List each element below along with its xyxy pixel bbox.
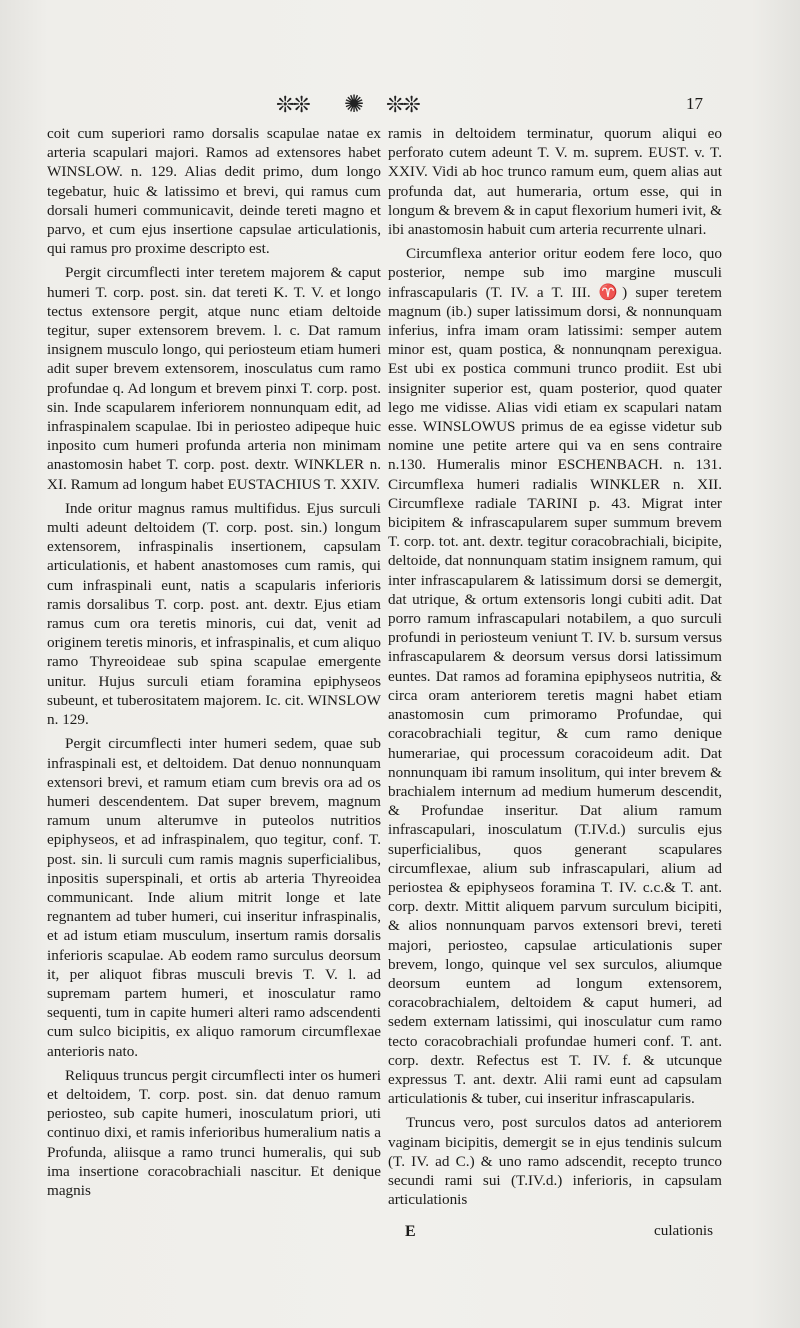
page-number: 17: [686, 94, 703, 113]
paragraph: Pergit circumflecti inter humeri sedem, quae sub infraspinali est, et deltoidem. Dat denuo nonnunquam extensori brevi, et ramum etiam cum brevis ora ad os humeri descendentem. Dat super brevem, magnum ramum unum alterumve in puteolos nutritios epiphyseos, et ad infraspinalem, quo tegitur, conf. T. post. sin. li surculi cum ramis magnis superficialibus, inpositis superspinali, et ortis ab arteria Thyreoidea communicant. Inde alium mitrit longe et late regnantem ad tuber humeri, cui inseritur infraspinalis, et ad istum etiam musculum, insertum ramis dorsalis inferioris scapulae. Ab eodem ramo surculus deorsum it, per aliquot fibras musculi brevis T. V. l. ad supremam partem humeri, et inosculatur ramo sequenti, tum in capite humeri alteri ramo adscendenti cum sulco bicipitis, ex aliquo ramorum circumflexae anterioris nato.: [47, 735, 381, 1060]
running-head: [0, 88, 800, 118]
signature-mark: E: [405, 1223, 416, 1240]
right-column: [388, 124, 722, 1214]
paragraph: Inde oritur magnus ramus multifidus. Ejus surculi multi adeunt deltoidem (T. corp. post. sin.) longum extensorem, infraspinalis insertionem, capsulam articulationis, et habent anastomoses cum ramis, qui cum infraspinali eunt, natis a scapularis inferioris ramis dorsalibus T. corp. post. ant. dextr. Ejus etiam ramus cum ora teretis minoris, cui dat, venit ad originem teretis minoris, et infraspinalis, et cum aliquo ramo Thyreoideae sub spina scapulae emergente unitur. Hujus surculi etiam foramina epiphyseos subeunt, et tuberositatem majorem. Ic. cit. WINSLOW n. 129.: [47, 499, 381, 729]
ornament-right: ❊❊: [386, 92, 419, 117]
ornament-center: ✺: [344, 92, 363, 118]
paragraph: coit cum superiori ramo dorsalis scapulae natae ex arteria scapulari majori. Ramos ad extensores habet WINSLOW. n. 129. Alias dedit primo, dum longo tegebatur, huic & latissimo et brevi, qui ramus cum dorsali humeri communicavit, deinde tereti magno et parvo, et cum ejus insertione capsulae articulationis, qui ramus pro proxime descripto est.: [47, 125, 381, 258]
ornament-left: ❊❊: [276, 92, 309, 117]
paragraph: Truncus vero, post surculos datos ad anteriorem vaginam bicipitis, demergit se in ejus tendinis sulcum (T. IV. ad C.) & uno ramo adscendit, recepto trunco secundi rami sui (T.IV.d.) inferioris, in capsulam articulationis: [388, 1114, 722, 1209]
paragraph: ramis in deltoidem terminatur, quorum aliqui eo perforato cutem adeunt T. V. m. suprem. EUST. v. T. XXIV. Vidi ab hoc trunco ramum eum, quem alias aut profunda dat, aut humeraria, ortum esse, qui in longum & brevem & in caput flexorium humeri ivit, & ibi anastomosin habuit cum arteria recurrente ulnari.: [388, 125, 722, 239]
paragraph: Pergit circumflecti inter teretem majorem & caput humeri T. corp. post. sin. dat tereti K. T. V. et longo tectus extensore pergit, atque nunc etiam deltoide tegitur, super extensorem brevem. l. c. Dat ramum insignem musculo longo, qui periosteum etiam humeri adit super brevem extensorem, inosculatus cum ramo profundae q. Ad longum et brevem pinxi T. corp. post. sin. Inde scapularem inferiorem nonnunquam edit, ad infraspinalem scapulae. Ibi in periosteo adipeque huic inposito cum humeri profunda arteria non minimam anastomosin habet T. corp. post. dextr. WINKLER n. XI. Ramum ad longum habet EUSTACHIUS T. XXIV.: [47, 264, 381, 493]
catchword: culationis: [654, 1222, 714, 1239]
paragraph: Reliquus truncus pergit circumflecti inter os humeri et deltoidem, T. corp. post. sin. dat denuo ramum periosteo, sub capite humeri, inosculatum priori, uti continuo dixi, et ramis inferioribus humeralium natis a Profunda, aliisque a ramo trunci humeralis, qui sub ima insertione coracobrachiali nascitur. Et denique magnis: [47, 1066, 381, 1199]
paragraph: Circumflexa anterior oritur eodem fere loco, quo posterior, nempe sub imo margine musculi infrascapularis (T. IV. a T. III. ♈) super teretem magnum (ib.) super latissimum dorsi, & nonnunquam inferius, infra imam oram latissimi: semper autem minor est, quam postica, & nonnunqnam perexigua. Est ubi ex postica communi trunco prodiit. Est ubi insigniter superior est, quam posterior, quod quater lego me vidisse. Alias vidi etiam ex scapulari natam esse. WINSLOWUS primus de ea egisse videtur sub nomine une petite artere qui va en sens contraire n.130. Humeralis minor ESCHENBACH. n. 131. Circumflexa humeri radialis WINKLER n. XII. Circumflexe radiale TARINI p. 43. Migrat inter bicipitem & infrascapularem super summum brevem T. corp. tot. ant. dextr. tegitur coracobrachiali, bicipite, deltoide, dat nonnunquam statim insignem ramum, qui inter infrascapularem & latissimum dorsi se demergit, dat utrique, & ortum extensoris longi cubiti adit. Dat porro ramum infrascapulari notabilem, a quo surculi profundi in periosteum veniunt T. IV. b. sursum versus infrascapularem & deorsum versus dorsi latissimum euntes. Dat ramos ad foramina epiphyseos nutritia, & circa oram anteriorem teretis magni habet etiam anastomosin cum primoramo Profundae, qui coracobrachiali tegitur, & cum ramo denique humerariae, qui processum coracoideum adit. Dat nonnunquam ibi ramum insolitum, qui inter brevem & brachialem internum ad medium humerum descendit, & Profundae inseritur. Dat alium ramum infrascapulari, inosculatum (T.IV.d.) surculis ejus superficialibus, quos generant scapulares circumflexae, alium sub infrascapulari, alium ad periostea & epiphyseos foramina T. IV. c.c.& T. ant. corp. dextr. Mittit aliquem parvum surculum bicipiti, & alios nonnunquam parvos extensori brevi, tereti majori, periosteo, capsulae articulationis super brevem, longo, quinque vel sex surculos, aliumque deorsum euntem ad longum extensorem, coracobrachialem, deltoidem & caput humeri, ad sedem externam latissimi, qui inosculatur cum ramo tecto coracobrachiali profundae humeri conf. T. ant. corp. dextr. Refectus est T. IV. f. & utcunque expressus T. ant. dextr. Alii rami eunt ad capsulam articulationis & tuber, cui inseritur infrascapularis.: [388, 245, 722, 1108]
left-column: [47, 124, 381, 1205]
